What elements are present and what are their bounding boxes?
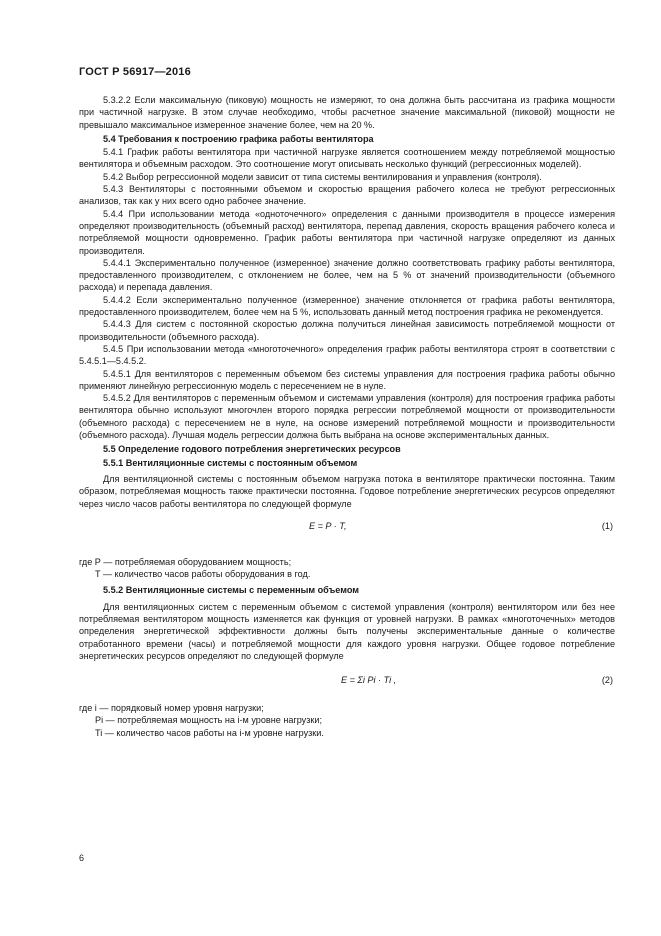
formula-1 — [79, 520, 615, 534]
paragraph-5-4-1: 5.4.1 График работы вентилятора при частичной нагрузке является соотношением между потребляемой мощностью вентилятора и объемным расходом. Это соотношение могут описывать несколько функций (регрессионных моделей). — [79, 147, 615, 170]
paragraph-5-4-5: 5.4.5 При использовании метода «многоточечного» определения график работы вентилятора строят в соответствии с 5.4.5.1—5.4.5.2. — [79, 343, 615, 367]
paragraph-5-5-1: Для вентиляционной системы с постоянным объемом нагрузка потока в вентиляторе практически постоянна. Таким образом, потребляемая мощность также практически постоянна. Годовое потребление энергетических ресурсов определяют через число часов работы вентилятора по следующей формуле — [79, 473, 615, 509]
paragraph-5-4-4-2: 5.4.4.2 Если экспериментально полученное (измеренное) значение отклоняется от графика работы вентилятора, предоставленного производителем, более чем на 5 %, использовать данный метод построения графика не рекомендуется. — [79, 294, 615, 318]
formula-2-number: (2) — [601, 675, 613, 686]
heading-5-5-2: 5.5.2 Вентиляционные системы с переменным объемом — [103, 585, 359, 596]
formula-1-number: (1) — [601, 520, 613, 531]
definition-ti: Ti — количество часов работы на i-м уровне нагрузки. — [95, 727, 324, 738]
paragraph-5-4-4-3: 5.4.4.3 Для систем с постоянной скоростью должна получиться линейная зависимость потребляемой мощности от производительности (объемного расхода). — [79, 319, 615, 342]
paragraph-5-4-2: 5.4.2 Выбор регрессионной модели зависит от типа системы вентилирования и управления (контроля). — [103, 171, 542, 182]
definition-pi: Pi — потребляемая мощность на i-м уровне нагрузки; — [95, 715, 322, 726]
document-header: ГОСТ Р 56917—2016 — [79, 66, 191, 78]
formula-2-expression: E = Σi Pi · Ti , — [341, 675, 397, 686]
heading-5-5: 5.5 Определение годового потребления энергетических ресурсов — [103, 444, 401, 455]
heading-5-5-1: 5.5.1 Вентиляционные системы с постоянным объемом — [103, 457, 358, 468]
definition-p: где P — потребляемая оборудованием мощность; — [79, 556, 292, 567]
definition-t: T — количество часов работы оборудования в год. — [95, 569, 311, 580]
formula-2 — [79, 674, 615, 690]
page-number: 6 — [79, 853, 85, 863]
paragraph-5-5-2: Для вентиляционных систем с переменным объемом с системой управления (контроля) вентилятором или без нее потребляемая вентилятором мощность изменяется как функция от уровней нагрузки. В рамках «многоточечных» методов определения энергетической эффективности должны быть получены экспериментальные данные о количестве отработанного времени (часы) и потребляемой мощности для каждого уровня нагрузки. Общее годовое потребление энергетических ресурсов определяют по следующей формуле — [79, 601, 615, 661]
paragraph-5-4-3: 5.4.3 Вентиляторы с постоянными объемом и скоростью вращения рабочего колеса не требуют регрессионных анализов, так как у них всего одно рабочее значение. — [79, 184, 615, 207]
formula-1-expression: E = P · T, — [309, 520, 347, 531]
paragraph-5-3-2-2: 5.3.2.2 Если максимальную (пиковую) мощность не измеряют, то она должна быть рассчитана из графика мощности при частичной нагрузке. В этом случае необходимо, чтобы расчетное значение максимальной (пиковой) мощности не превышало максимальное измеренное значение более, чем на 20 %. — [79, 95, 615, 130]
paragraph-5-4-5-1: 5.4.5.1 Для вентиляторов с переменным объемом без системы управления для построения графика работы обычно применяют линейную регрессионную модель с пересечением не в нуле. — [79, 368, 615, 391]
paragraph-5-4-4-1: 5.4.4.1 Экспериментально полученное (измеренное) значение должно соответствовать графику работы вентилятора, предоставленного производителем, с отклонением не более, чем на 5 % от значений производительности (объемного расхода) и перепада давления. — [79, 257, 615, 293]
heading-5-4: 5.4 Требования к построению графика работы вентилятора — [103, 133, 374, 144]
paragraph-5-4-4: 5.4.4 При использовании метода «одноточечного» определения с данными производителя в процессе измерения определяют производительность (объемный расход) вентилятора, перепад давления, скорость вращения рабочего колеса и потребляемой мощности одновременно. График работы вентилятора при частичной нагрузке определяют из данных производителя. — [79, 208, 615, 256]
definition-i: где i — порядковый номер уровня нагрузки; — [79, 703, 264, 714]
document-body — [79, 94, 615, 739]
paragraph-5-4-5-2: 5.4.5.2 Для вентиляторов с переменным объемом и системами управления (контроля) для построения графика работы вентилятора обычно используют многочлен второго порядка регрессии потребляемой мощности от производительности (объемного расхода) с пересечением не в нуле, на основе измерений потребляемой мощности и производительности (объемного расхода). Лучшая модель регрессии должна быть выбрана на основе экспериментальных данных. — [79, 393, 615, 441]
